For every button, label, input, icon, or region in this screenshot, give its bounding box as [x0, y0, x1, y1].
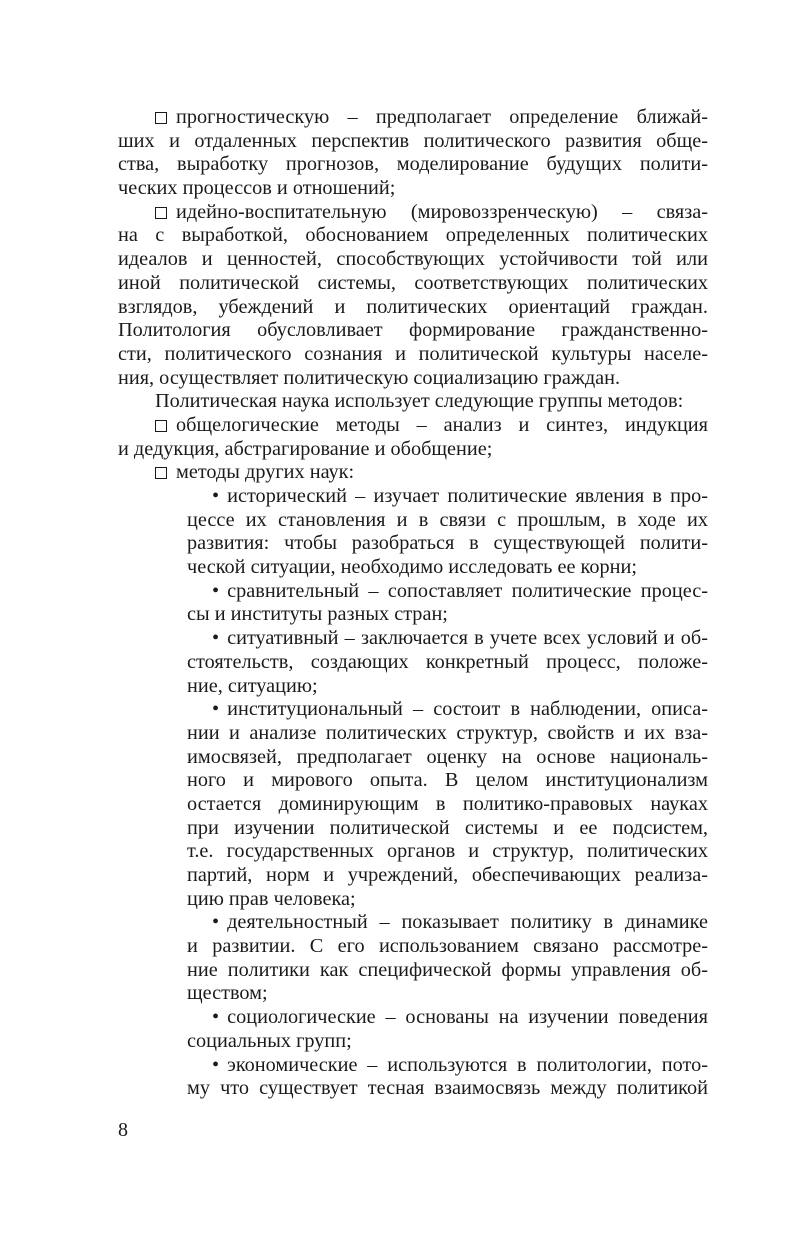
line-text: при изучении политической системы и ее подсистем,: [187, 816, 708, 839]
line-text: и развитии. С его использованием связано рассмотре-: [187, 935, 708, 958]
line-text: ния, осуществляет политическую социализацию граждан.: [118, 366, 621, 389]
checkbox-list-item: [118, 106, 708, 201]
text-line: [175, 1054, 708, 1078]
text-line: [118, 390, 708, 414]
bullet-dot-icon: •: [212, 1053, 220, 1076]
text-line: [118, 272, 708, 296]
line-text: иной политической системы, соответствующих политических: [118, 271, 708, 294]
line-text: исторический – изучает политические явления в про-: [227, 485, 708, 507]
text-line: [118, 106, 708, 130]
line-text: сравнительный – сопоставляет политические процес-: [227, 579, 708, 602]
text-line: [187, 1077, 708, 1101]
line-text: т.е. государственных органов и структур, политических: [187, 840, 708, 863]
bullet-dot-icon: •: [212, 485, 220, 507]
text-line: [187, 864, 708, 888]
line-text: идеалов и ценностей, способствующих устойчивости той или: [118, 248, 708, 271]
text-line: [175, 627, 708, 651]
text-line: [118, 153, 708, 177]
text-line: [118, 296, 708, 320]
text-line: [175, 485, 708, 509]
line-text: остается доминирующим в политико-правовых науках: [187, 792, 708, 815]
line-text: идейно-воспитательную (мировоззренческую) – связа-: [176, 200, 708, 223]
line-text: ческих процессов и отношений;: [118, 177, 396, 200]
text-line: [175, 911, 708, 935]
line-text: нии и анализе политических структур, свойств и их вза-: [187, 721, 708, 744]
text-line: [118, 461, 708, 485]
bullet-item: [118, 1054, 708, 1101]
bullet-item: [118, 580, 708, 627]
text-line: [118, 367, 708, 391]
paragraph: [118, 390, 708, 414]
text-line: [187, 746, 708, 770]
line-text: ческой ситуации, необходимо исследовать ее корни;: [187, 556, 637, 579]
line-text: имосвязей, предполагает оценку на основе националь-: [187, 745, 708, 768]
checkbox-list-item: [118, 201, 708, 391]
line-text: на с выработкой, обоснованием определенных политических: [118, 224, 708, 247]
line-text: и дедукция, абстрагирование и обобщение;: [118, 437, 493, 460]
page-number: 8: [118, 1119, 128, 1141]
line-text: методы других наук:: [176, 461, 355, 484]
text-line: [187, 888, 708, 912]
text-line: [187, 651, 708, 675]
bullet-item: [118, 1006, 708, 1053]
text-line: [187, 769, 708, 793]
checkbox-bullet-icon: [155, 467, 167, 479]
checkbox-list-item: [118, 461, 708, 485]
bullet-dot-icon: •: [212, 1006, 220, 1029]
text-line: [118, 201, 708, 225]
text-line: [118, 319, 708, 343]
text-line: [118, 224, 708, 248]
line-text: цию прав человека;: [187, 887, 356, 910]
bullet-item: [118, 698, 708, 911]
text-line: [187, 722, 708, 746]
bullet-item: [118, 627, 708, 698]
checkbox-bullet-icon: [155, 420, 167, 432]
text-line: [118, 414, 708, 438]
line-text: ние политики как специфической формы управления об-: [187, 958, 708, 981]
line-text: экономические – используются в политологии, пото-: [227, 1053, 708, 1076]
text-line: [187, 675, 708, 699]
line-text: ного и мирового опыта. В целом институционализм: [187, 769, 708, 792]
checkbox-bullet-icon: [155, 207, 167, 219]
text-line: [118, 177, 708, 201]
text-line: [187, 840, 708, 864]
line-text: партий, норм и учреждений, обеспечивающих реализа-: [187, 864, 708, 886]
text-line: [187, 532, 708, 556]
line-text: общелогические методы – анализ и синтез, индукция: [176, 413, 708, 436]
line-text: стоятельств, создающих конкретный процесс, положе-: [187, 650, 708, 673]
text-line: [187, 603, 708, 627]
line-text: социологические – основаны на изучении поведения: [227, 1006, 708, 1029]
line-text: сти, политического сознания и политической культуры населе-: [118, 342, 708, 365]
text-line: [118, 438, 708, 462]
line-text: цессе их становления и в связи с прошлым, в ходе их: [187, 508, 708, 531]
line-text: институциональный – состоит в наблюдении, описа-: [227, 698, 708, 721]
line-text: му что существует тесная взаимосвязь между политикой: [187, 1077, 708, 1100]
bullet-dot-icon: •: [212, 579, 220, 602]
text-line: [118, 130, 708, 154]
line-text: социальных групп;: [187, 1029, 352, 1052]
text-line: [187, 793, 708, 817]
line-text: ществом;: [187, 982, 268, 1005]
bullet-dot-icon: •: [212, 911, 220, 934]
text-line: [118, 343, 708, 367]
line-text: взглядов, убеждений и политических ориентаций граждан.: [118, 295, 708, 318]
line-text: деятельностный – показывает политику в динамике: [227, 911, 708, 934]
line-text: ших и отдаленных перспектив политического развития обще-: [118, 129, 708, 152]
bullet-dot-icon: •: [212, 627, 220, 650]
line-text: прогностическую – предполагает определение ближай-: [176, 106, 708, 128]
checkbox-bullet-icon: [155, 112, 167, 124]
line-text: ситуативный – заключается в учете всех условий и об-: [227, 627, 708, 650]
checkbox-list-item: [118, 414, 708, 461]
text-line: [118, 248, 708, 272]
text-line: [175, 580, 708, 604]
text-line: [187, 817, 708, 841]
line-text: Политическая наука использует следующие группы методов:: [155, 390, 684, 413]
bullet-item: [118, 485, 708, 580]
text-line: [187, 959, 708, 983]
line-text: сы и институты разных стран;: [187, 603, 448, 626]
line-text: ства, выработку прогнозов, моделирование будущих полити-: [118, 153, 708, 176]
line-text: Политология обусловливает формирование гражданственно-: [118, 319, 708, 342]
text-line: [175, 698, 708, 722]
text-line: [187, 556, 708, 580]
text-line: [187, 935, 708, 959]
text-line: [187, 1030, 708, 1054]
line-text: ние, ситуацию;: [187, 674, 318, 697]
text-line: [175, 1006, 708, 1030]
page-body-text: [118, 106, 708, 1101]
text-line: [187, 509, 708, 533]
bullet-dot-icon: •: [212, 698, 220, 721]
text-line: [187, 982, 708, 1006]
line-text: развития: чтобы разобраться в существующей полити-: [187, 532, 708, 555]
bullet-item: [118, 911, 708, 1006]
